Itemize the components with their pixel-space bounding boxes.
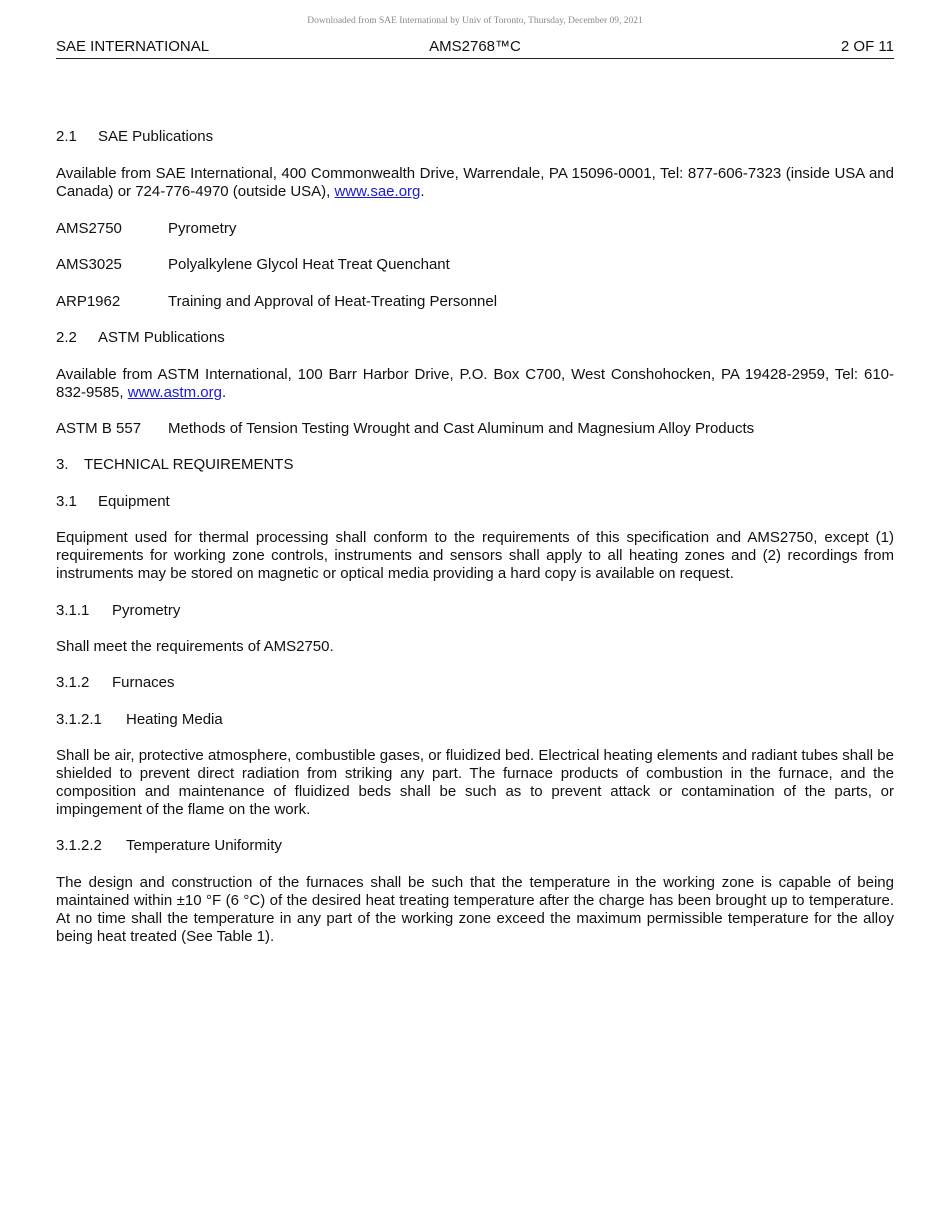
header-doc-id: AMS2768™C — [429, 38, 521, 55]
temperature-uniformity-paragraph: The design and construction of the furnaces shall be such that the temperature in the working zone is capable of being maintained within ±10 °F (6 °C) of the desired heat treating temperature after the charge has been brought up to temperature. At no time shall the temperature in any part of the working zone exceed the maximum permissible temperature for the alloy being heat treated (See Table 1). — [56, 874, 894, 945]
reference-id: AMS3025 — [56, 256, 122, 273]
section-number: 2.1 — [56, 128, 77, 145]
section-3-heading — [56, 456, 894, 474]
section-3-1-2-2-heading — [56, 837, 894, 855]
reference-id: AMS2750 — [56, 220, 122, 237]
section-2-1-heading — [56, 128, 894, 146]
reference-title: Training and Approval of Heat-Treating Personnel — [168, 293, 498, 310]
download-watermark: Downloaded from SAE International by Univ of Toronto, Thursday, December 09, 2021 — [307, 16, 643, 26]
section-title: Heating Media — [126, 711, 223, 728]
section-2-2-heading — [56, 329, 894, 347]
section-3-1-heading — [56, 493, 894, 511]
section-number: 3. — [56, 456, 69, 473]
section-3-1-2-1-heading — [56, 711, 894, 729]
reference-title: Polyalkylene Glycol Heat Treat Quenchant — [168, 256, 450, 273]
section-number: 2.2 — [56, 329, 77, 346]
section-3-1-1-heading — [56, 602, 894, 620]
section-number: 3.1.2.2 — [56, 837, 102, 854]
section-title: TECHNICAL REQUIREMENTS — [84, 456, 294, 473]
section-title: Pyrometry — [112, 602, 181, 619]
availability-end: . — [221, 384, 227, 401]
availability-text: Available from ASTM International, 100 Barr Harbor Drive, P.O. Box C700, West Conshohocken, PA 19428-2959, Tel: 610-832-9585, — [56, 366, 894, 401]
sae-website-link[interactable]: www.sae.org — [334, 183, 421, 200]
sae-availability-paragraph — [56, 165, 894, 201]
reference-id: ASTM B 557 — [56, 420, 142, 437]
header-publisher: SAE INTERNATIONAL — [56, 38, 210, 55]
astm-availability-paragraph — [56, 366, 894, 402]
reference-title: Pyrometry — [168, 220, 237, 237]
section-title: Temperature Uniformity — [126, 837, 282, 854]
section-title: ASTM Publications — [98, 329, 225, 346]
section-number: 3.1.1 — [56, 602, 90, 619]
header-page-number: 2 OF 11 — [840, 38, 894, 55]
reference-title: Methods of Tension Testing Wrought and Cast Aluminum and Magnesium Alloy Products — [168, 420, 755, 437]
page-header — [56, 38, 894, 59]
section-3-1-2-heading — [56, 674, 894, 692]
reference-id: ARP1962 — [56, 293, 121, 310]
section-number: 3.1.2.1 — [56, 711, 102, 728]
section-number: 3.1 — [56, 493, 77, 510]
section-title: SAE Publications — [98, 128, 214, 145]
heating-media-paragraph: Shall be air, protective atmosphere, combustible gases, or fluidized bed. Electrical heating elements and radiant tubes shall be shielded to prevent direct radiation from striking any part. The furnace products of combustion in the furnace, and the composition and maintenance of fluidized beds shall be such as to prevent attack or contamination of the parts, or impingement of the flame on the work. — [56, 747, 894, 818]
availability-end: . — [420, 183, 425, 200]
pyrometry-paragraph: Shall meet the requirements of AMS2750. — [56, 638, 334, 655]
availability-text: Available from SAE International, 400 Commonwealth Drive, Warrendale, PA 15096-0001, Tel: 877-606-7323 (inside USA and Canada) or 724-776-4970 (outside USA), — [56, 165, 894, 200]
equipment-paragraph: Equipment used for thermal processing shall conform to the requirements of this specification and AMS2750, except (1) requirements for working zone controls, instruments and sensors shall apply to all heating zones and (2) recordings from instruments may be stored on magnetic or optical media providing a hard copy is available on request. — [56, 529, 894, 582]
section-number: 3.1.2 — [56, 674, 90, 691]
section-title: Furnaces — [112, 674, 175, 691]
section-title: Equipment — [98, 493, 170, 510]
astm-website-link[interactable]: www.astm.org — [127, 384, 222, 401]
